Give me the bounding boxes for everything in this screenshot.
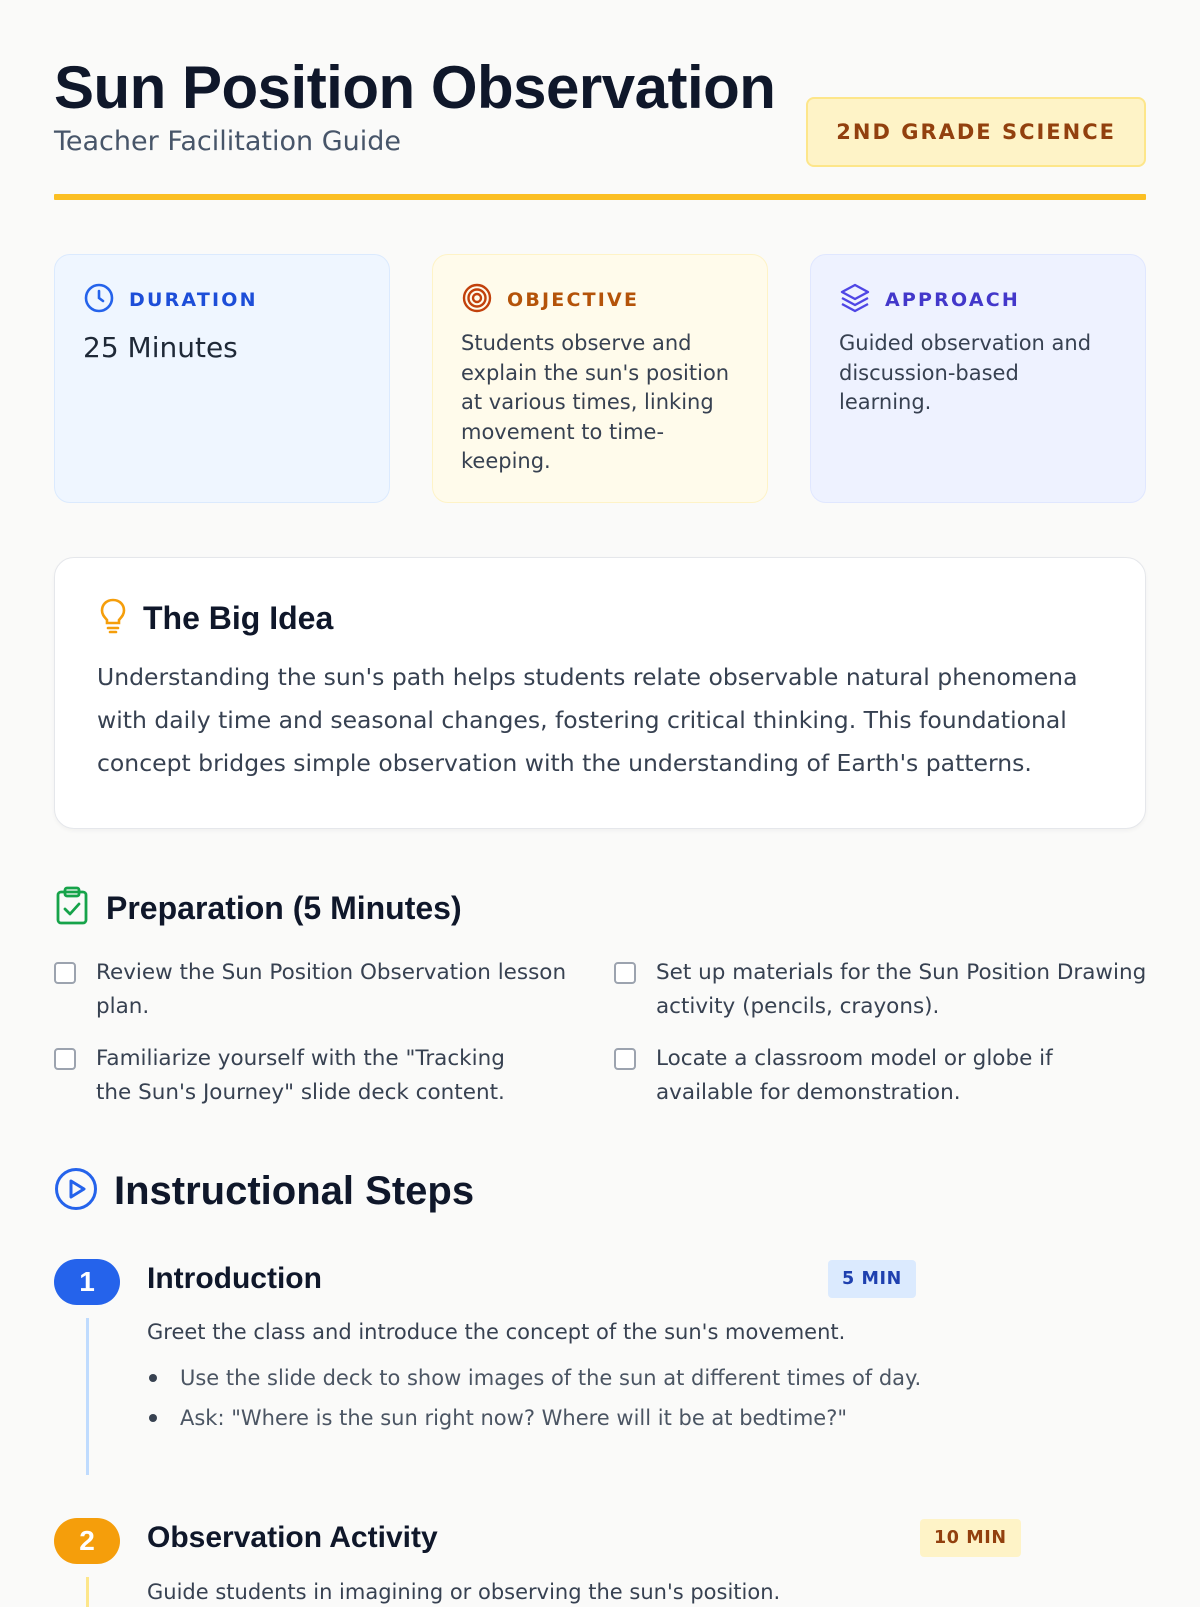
big-idea-card (54, 557, 1146, 829)
step-bullet-list (147, 1358, 921, 1438)
prep-checkbox[interactable] (614, 1048, 636, 1070)
preparation-title: Preparation (5 Minutes) (106, 889, 462, 926)
big-idea-title: The Big Idea (143, 599, 334, 636)
objective-text: Students observe and explain the sun's position at various times, linking movement to time-keeping. (461, 331, 730, 473)
summary-cards (54, 254, 1146, 503)
steps-header (54, 1166, 474, 1216)
step-title: Introduction (147, 1262, 322, 1295)
prep-item-text: Locate a classroom model or globe if available for demonstration. (656, 1046, 1053, 1105)
prep-checkbox[interactable] (54, 962, 76, 984)
duration-card (54, 254, 390, 503)
step-description: Guide students in imagining or observing the sun's position. (147, 1580, 781, 1604)
preparation-header (54, 886, 462, 930)
objective-label: OBJECTIVE (507, 289, 640, 311)
approach-text: Guided observation and discussion-based learning. (839, 331, 1092, 414)
clock-icon (83, 282, 115, 318)
step-duration-badge: 10 MIN (920, 1519, 1021, 1557)
page-subtitle: Teacher Facilitation Guide (54, 126, 401, 157)
clipboard-check-icon (54, 886, 90, 930)
list-item: Use the slide deck to show images of the sun at different times of day. (147, 1358, 921, 1398)
step-description: Greet the class and introduce the concept of the sun's movement. (147, 1320, 846, 1344)
step-title: Observation Activity (147, 1521, 438, 1554)
prep-checklist-item (54, 956, 594, 1023)
prep-checklist-item (614, 1042, 1154, 1109)
list-item: Ask: "Where is the sun right now? Where will it be at bedtime?" (147, 1398, 921, 1438)
play-circle-icon (54, 1167, 98, 1215)
grade-badge: 2ND GRADE SCIENCE (806, 97, 1146, 167)
approach-label: APPROACH (885, 289, 1020, 311)
steps-title: Instructional Steps (114, 1168, 475, 1213)
step-number: 1 (54, 1259, 120, 1305)
step-number: 2 (54, 1518, 120, 1564)
prep-item-text: Familiarize yourself with the "Tracking the Sun's Journey" slide deck content. (96, 1046, 505, 1105)
prep-checkbox[interactable] (614, 962, 636, 984)
big-idea-text: Understanding the sun's path helps students relate observable natural phenomena with daily time and seasonal changes, fostering critical thinking. This foundational concept bridges simple observation with the understanding of Earth's patterns. (97, 663, 1078, 777)
duration-label: DURATION (129, 289, 258, 311)
prep-item-text: Review the Sun Position Observation lesson plan. (96, 960, 567, 1019)
approach-card (810, 254, 1146, 503)
target-icon (461, 282, 493, 318)
objective-card (432, 254, 768, 503)
prep-checklist-item (614, 956, 1154, 1023)
layers-icon (839, 282, 871, 318)
prep-checklist-item (54, 1042, 524, 1109)
step-duration-badge: 5 MIN (828, 1260, 916, 1298)
step-timeline-line (86, 1318, 89, 1475)
lightbulb-icon (97, 597, 129, 639)
page-header (54, 52, 1146, 200)
header-divider (54, 194, 1146, 200)
prep-item-text: Set up materials for the Sun Position Drawing activity (pencils, crayons). (656, 960, 1147, 1019)
step-introduction (54, 1259, 1146, 1479)
duration-value: 25 Minutes (83, 331, 238, 364)
page-title: Sun Position Observation (54, 54, 776, 121)
step-timeline-line (86, 1577, 89, 1607)
prep-checkbox[interactable] (54, 1048, 76, 1070)
step-observation-activity (54, 1518, 1146, 1604)
